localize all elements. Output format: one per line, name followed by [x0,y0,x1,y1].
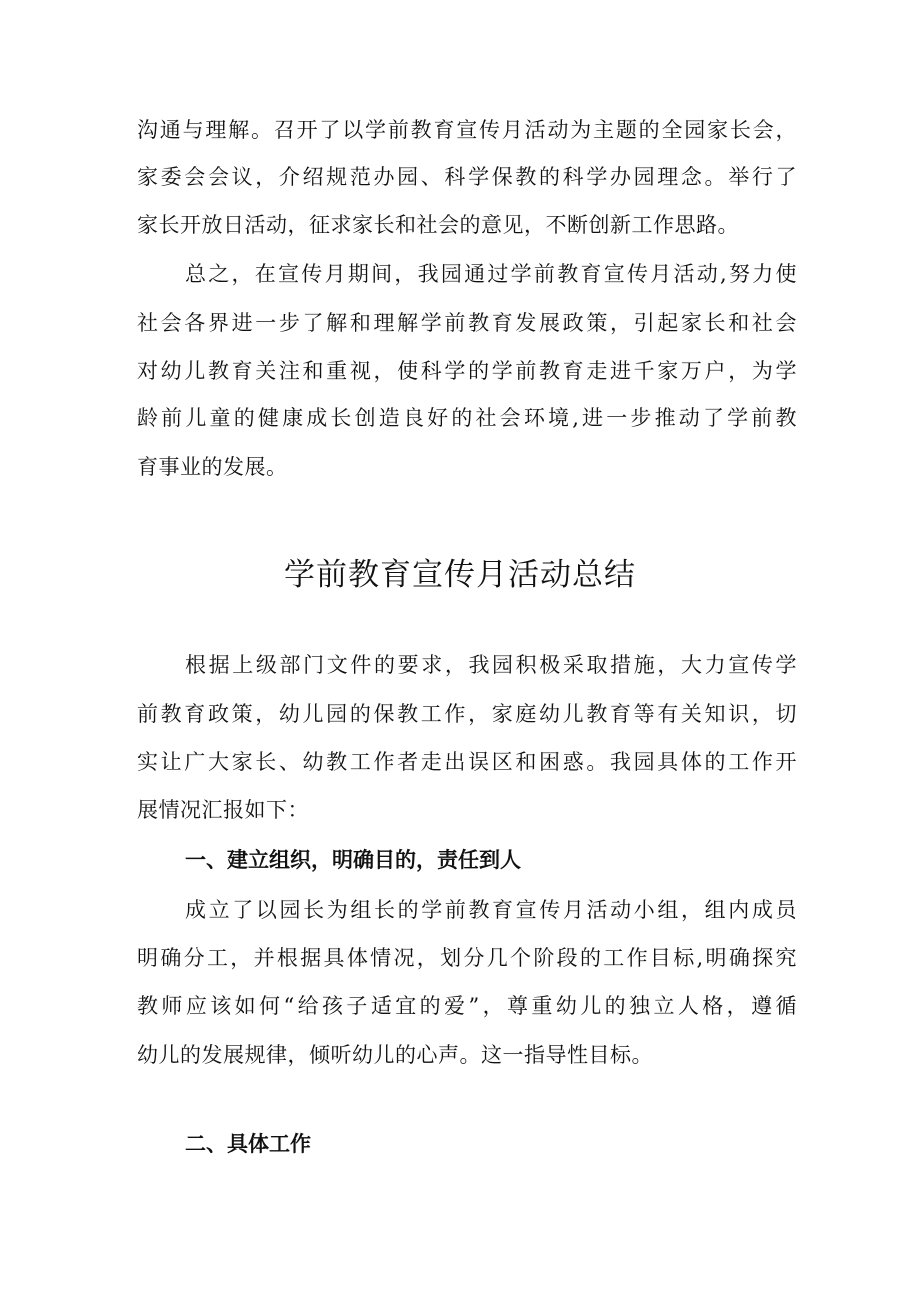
section1-paragraph-line-4: 幼儿的发展规律，倾听幼儿的心声。这一指导性目标。 [137,1043,653,1067]
section-heading-1: 一、建立组织，明确目的，责任到人 [185,848,521,872]
section1-paragraph-line-3: 教师应该如何“给孩子适宜的爱”，尊重幼儿的独立人格，遵循 [137,994,797,1018]
summary-paragraph-line-3: 对幼儿教育关注和重视，使科学的学前教育走进千家万户，为学 [137,359,797,383]
summary-paragraph-line-2: 社会各界进一步了解和理解学前教育发展政策，引起家长和社会 [137,311,797,335]
intro-paragraph-line-3: 实让广大家长、幼教工作者走出误区和困惑。我园具体的工作开 [137,750,797,774]
intro-paragraph-line-4: 展情况汇报如下： [137,798,309,822]
document-title: 学前教育宣传月活动总结 [284,557,636,593]
section1-paragraph-line-1: 成立了以园长为组长的学前教育宣传月活动小组，组内成员 [185,898,797,922]
intro-paragraph-line-1: 根据上级部门文件的要求，我园积极采取措施，大力宣传学 [185,653,797,677]
summary-paragraph-line-5: 育事业的发展。 [137,455,288,479]
section1-paragraph-line-2: 明确分工，并根据具体情况，划分几个阶段的工作目标,明确探究 [137,946,797,970]
continued-paragraph-line-1: 沟通与理解。召开了以学前教育宣传月活动为主题的全园家长会， [137,118,797,142]
section-heading-2: 二、具体工作 [185,1132,311,1156]
continued-paragraph-line-2: 家委会会议，介绍规范办园、科学保教的科学办园理念。举行了 [137,165,797,189]
summary-paragraph-line-4: 龄前儿童的健康成长创造良好的社会环境,进一步推动了学前教 [137,406,797,430]
continued-paragraph-line-3: 家长开放日活动，征求家长和社会的意见，不断创新工作思路。 [137,213,739,237]
summary-paragraph-line-1: 总之，在宣传月期间，我园通过学前教育宣传月活动,努力使 [185,262,797,286]
intro-paragraph-line-2: 前教育政策，幼儿园的保教工作，家庭幼儿教育等有关知识，切 [137,702,797,726]
